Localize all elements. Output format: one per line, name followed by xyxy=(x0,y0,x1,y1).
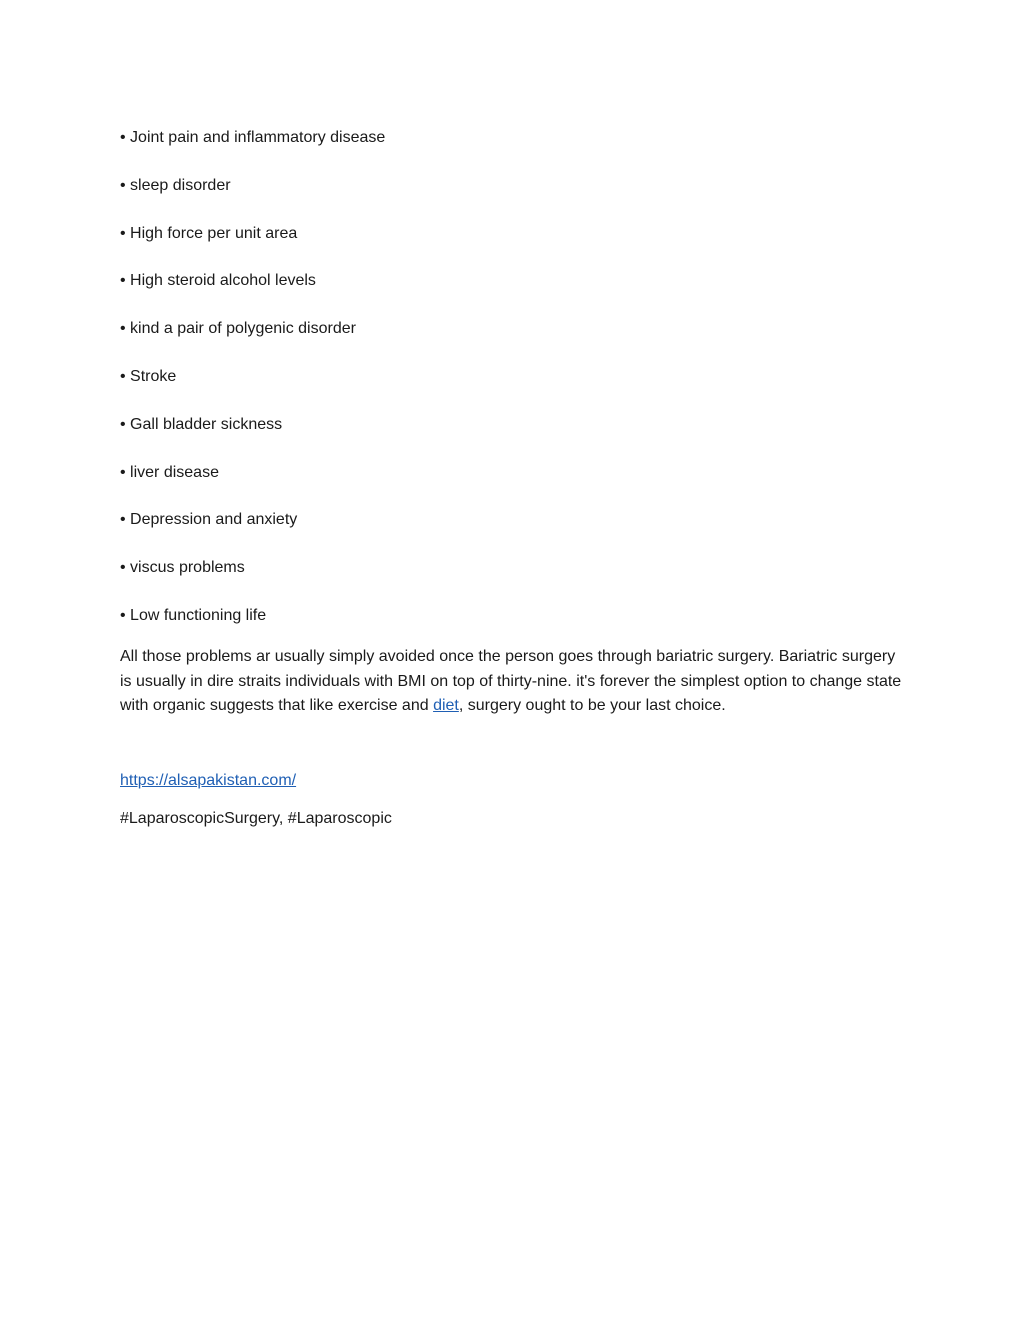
diet-link[interactable]: diet xyxy=(433,697,459,714)
bullet-list xyxy=(120,127,900,627)
paragraph-text-before-link: All those problems ar usually simply avoided once the person goes through bariatric surgery. Bariatric surgery is usually in dire straits individuals with BMI on top of thirty-nine. it's forever the simplest option to change state with organic suggests that like exercise and xyxy=(120,648,902,714)
list-item: • liver disease xyxy=(120,463,219,481)
paragraph-text-after-link: , surgery ought to be your last choice. xyxy=(458,697,726,714)
list-item: • Gall bladder sickness xyxy=(120,415,283,433)
hashtags-line: #LaparoscopicSurgery, #Laparoscopic xyxy=(120,810,392,827)
website-link[interactable]: https://alsapakistan.com/ xyxy=(120,772,297,789)
list-item: • Depression and anxiety xyxy=(120,511,298,529)
website-line xyxy=(120,769,296,793)
body-paragraph xyxy=(120,645,910,719)
list-item: • High force per unit area xyxy=(120,224,298,242)
list-item: • viscus problems xyxy=(120,559,245,577)
list-item: • kind a pair of polygenic disorder xyxy=(120,320,356,338)
list-item: • Stroke xyxy=(120,367,177,385)
list-item: • Joint pain and inflammatory disease xyxy=(120,129,386,146)
list-item: • sleep disorder xyxy=(120,176,231,194)
list-item: • Low functioning life xyxy=(120,606,267,624)
list-item: • High steroid alcohol levels xyxy=(120,272,316,290)
